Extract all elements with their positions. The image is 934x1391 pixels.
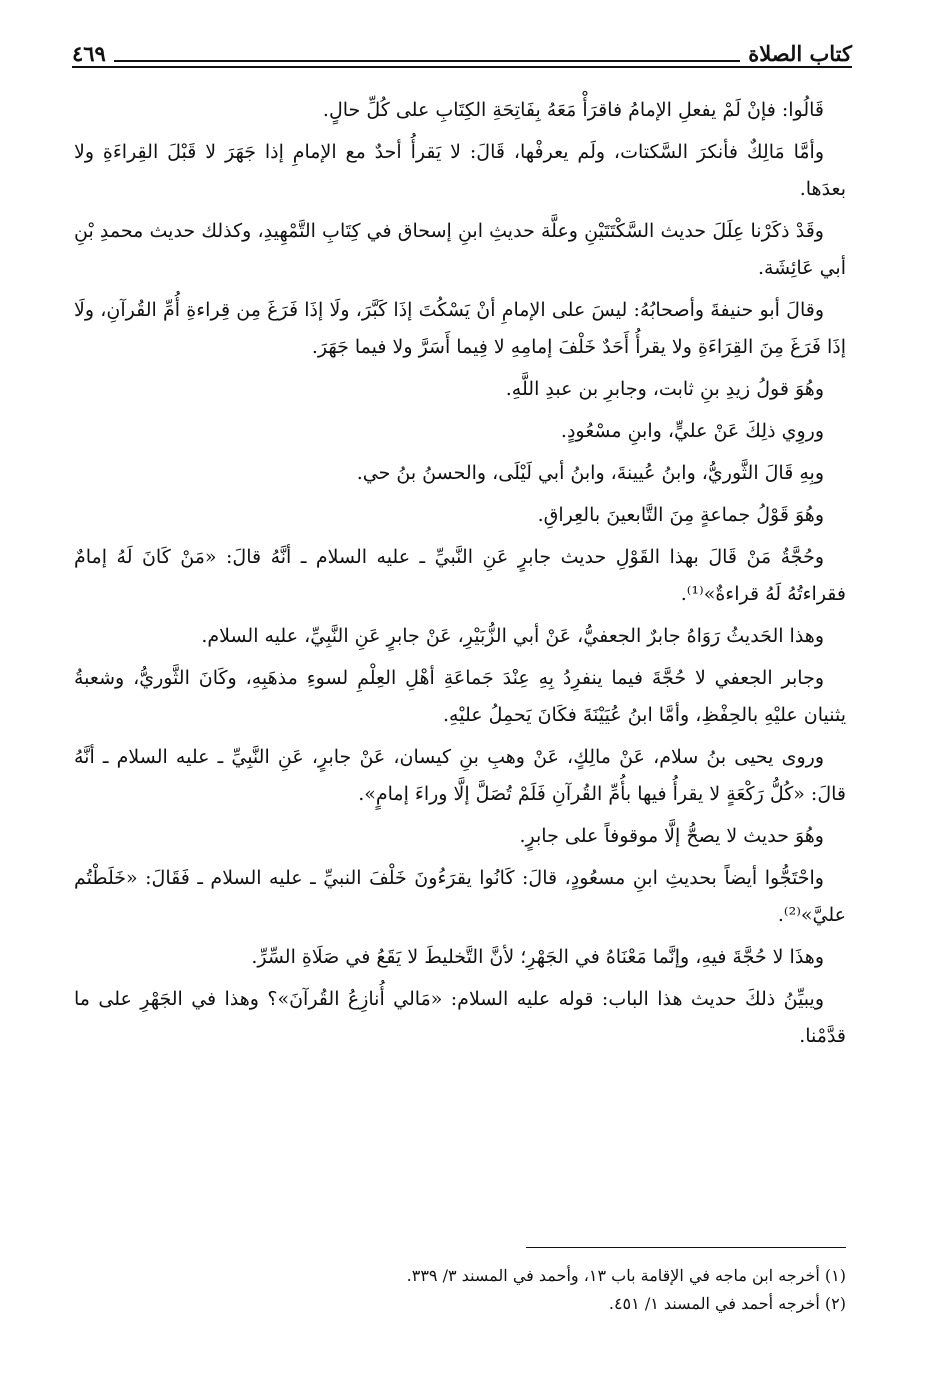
- footnote: (٢) أخرجه أحمد في المسند ١/ ٤٥١.: [608, 1294, 846, 1313]
- paragraph: واحْتَجُّوا أيضاً بحديثِ ابنِ مسعُودٍ، قالَ: كَانُوا يقرَءُونَ خَلْفَ النبيِّ ـ عليه السلام ـ فَقَالَ: «خَلَطْتُم عليَّ»⁽²⁾.: [74, 867, 846, 926]
- paragraph: وروِي ذلِكَ عَنْ عليٍّ، وابنِ مسْعُودٍ.: [560, 420, 824, 442]
- paragraph: وقَدْ ذكَرْنا عِلَلَ حديث السَّكْتَتَيْنِ وعلَّة حديثِ ابنِ إسحاق في كِتَابِ التَّمْهِيدِ، وكذلك حديث محمدِ بْنِ أبي عَائِشَة.: [74, 220, 846, 279]
- paragraph: ويبيِّنُ ذلكَ حديث هذا الباب: قوله عليه السلام: «مَالي أُنازِعُ القُرآنَ»؟ وهذا في الجَهْرِ على ما قدَّمْنا.: [74, 988, 846, 1047]
- running-title: كتاب الصلاة: [748, 41, 852, 66]
- paragraph: وهذَا لا حُجَّةَ فيهِ، وإنَّما مَعْنَاهُ في الجَهْرِ؛ لأنَّ التَّخليطَ لا يَقَعُ في صَلَاةِ السِّرِّ.: [251, 946, 824, 968]
- header-rule: [72, 66, 852, 68]
- paragraph: وجابر الجعفي لا حُجَّةَ فيما ينفرِدُ بِهِ عِنْدَ جَماعَةِ أهْلِ العِلْمِ لسوءِ مذهَبِهِ، وكَانَ الثَّوريُّ، وشعبةُ يثنيان عليْهِ بالحِفْظِ، وأمَّا ابنُ عُيَيْنَةَ فكَانَ يَحمِلُ عليْهِ.: [74, 667, 846, 726]
- paragraph: وأمَّا مَالِكٌ فأنكرَ السَّكتات، ولَم يعرفْها، قَالَ: لا يَقرأُ أحدٌ مع الإمامِ إذا جَهَرَ لا قَبْلَ القِراءَةِ ولا بعدَها.: [74, 141, 846, 200]
- paragraph: وهُوَ قَوْلُ جماعةٍ مِنَ التَّابعينَ بالعِراقِ.: [537, 504, 824, 526]
- footnotes: [74, 1262, 846, 1318]
- paragraph: وحُجَّةُ مَنْ قَالَ بهذا القَوْلِ حديث جابرٍ عَنِ النَّبيِّ ـ عليه السلام ـ أنَّهُ قالَ: «مَنْ كَانَ لَهُ إمامٌ فقراءتُهُ لَهُ قراءةٌ»⁽¹⁾.: [74, 546, 846, 605]
- page-header: [72, 26, 852, 66]
- paragraph: وبِهِ قَالَ الثَّوريُّ، وابنُ عُيينةَ، وابنُ أبي لَيْلَى، والحسنُ بنُ حي.: [356, 462, 824, 484]
- header-leader-line: [114, 50, 740, 62]
- paragraph: وهذا الحَديثُ رَوَاهُ جابرٌ الجعفيُّ، عَنْ أبي الزُّبَيْرِ، عَنْ جابرٍ عَنِ النَّبِيِّ، عليه السلام.: [201, 625, 824, 647]
- paragraph: وروى يحيى بنُ سلام، عَنْ مالِكٍ، عَنْ وهبِ بنِ كيسان، عَنْ جابرٍ، عَنِ النَّبِيِّ ـ عليه السلام ـ أنَّهُ قالَ: «كُلُّ رَكْعَةٍ لا يقرأُ فيها بأُمِّ القُرآنِ فَلَمْ تُصَلَّ إلَّا وراءَ إمامٍ».: [74, 746, 846, 805]
- paragraph: وهُوَ قولُ زيدِ بنِ ثابت، وجابرِ بن عبدِ اللَّهِ.: [505, 378, 824, 400]
- footnote: (١) أخرجه ابن ماجه في الإقامة باب ١٣، وأحمد في المسند ٣/ ٣٣٩.: [406, 1266, 846, 1285]
- paragraph: وهُوَ حديث لا يصحُّ إلَّا موقوفاً على جابرٍ.: [519, 825, 824, 847]
- paragraph: وقالَ أبو حنيفةَ وأصحابُهُ: ليسَ على الإمامِ أنْ يَسْكُتَ إذَا كَبَّرَ، ولَا إذَا فَرَغَ مِن قِراءةِ أُمِّ القُرآنِ، ولَا إذَا فَرَغَ مِنَ القِرَاءَةِ ولا يقرأُ أَحَدٌ خَلْفَ إمامِهِ لا فِيما أَسَرَّ ولا فيما جَهَرَ.: [74, 299, 846, 358]
- paragraph: قَالُوا: فإنْ لَمْ يفعلِ الإمامُ فاقرَأْ مَعَهُ بِفَاتِحَةِ الكِتَابِ على كُلِّ حالٍ.: [322, 99, 824, 121]
- footnote-separator: [526, 1247, 846, 1248]
- page-number: ٤٦٩: [72, 41, 106, 66]
- main-text: [74, 92, 846, 1060]
